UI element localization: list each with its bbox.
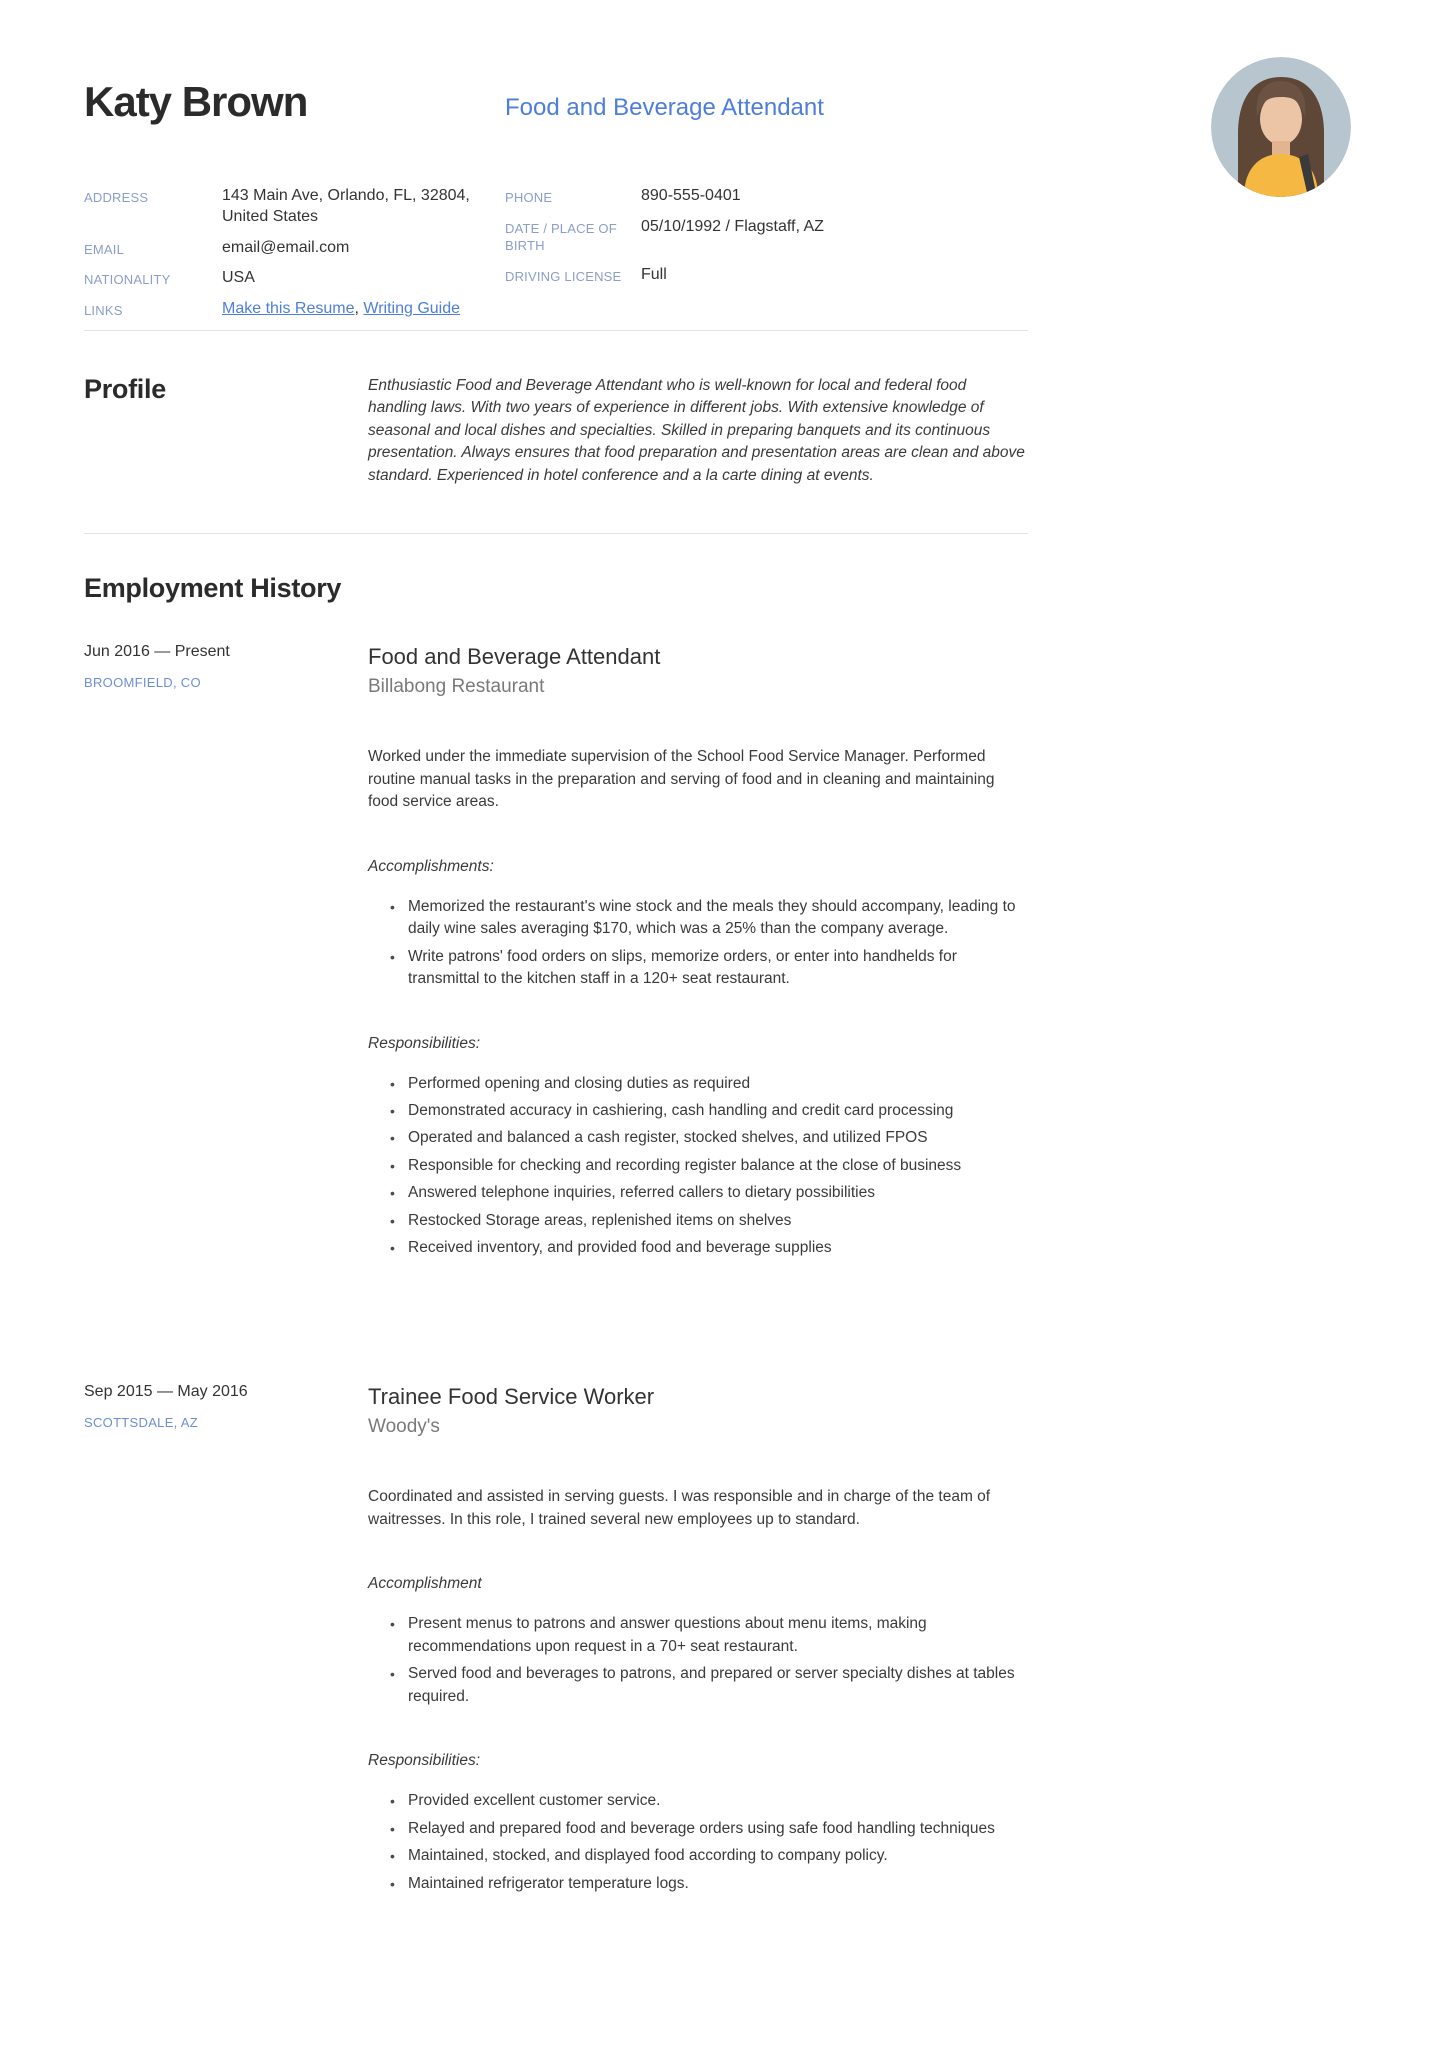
job-dates: Sep 2015 — May 2016 <box>84 1382 248 1400</box>
job-title: Trainee Food Service Worker <box>368 1383 655 1409</box>
license-label: DRIVING LICENSE <box>505 268 622 284</box>
contact-block <box>84 186 1028 330</box>
contact-row-links <box>84 299 505 320</box>
profile-heading-column <box>84 373 368 487</box>
bullet-item: • Write patrons' food orders on slips, memorize orders, or enter into handhelds for transmittal to the kitchen staff in a 120+ seat restaurant. <box>368 946 1028 991</box>
job-entry-2 <box>84 1383 1028 1900</box>
make-this-resume-link[interactable]: Make this Resume <box>222 300 355 318</box>
header <box>84 78 1028 142</box>
job-meta <box>84 1383 368 1900</box>
job-body <box>368 1383 1028 1900</box>
contact-row-phone <box>505 186 1028 207</box>
accomplishments-label: Accomplishment <box>368 1575 482 1593</box>
accomplishments-label: Accomplishments: <box>368 857 494 875</box>
profile-section <box>84 331 1028 533</box>
responsibilities-list <box>368 1073 1028 1260</box>
avatar <box>1211 57 1351 197</box>
phone-label: PHONE <box>505 190 553 205</box>
nationality-value: USA <box>222 269 255 287</box>
job-description: Worked under the immediate supervision of the School Food Service Manager. Performed routine manual tasks in the preparation and serving of food and in cleaning and maintaining food service areas. <box>368 748 995 811</box>
contact-row-email <box>84 238 505 259</box>
bullet-item: • Demonstrated accuracy in cashiering, cash handling and credit card processing <box>368 1100 1028 1122</box>
bullet-item: • Provided excellent customer service. <box>368 1790 1028 1812</box>
nationality-label: NATIONALITY <box>84 272 171 288</box>
bullet-item: • Relayed and prepared food and beverage orders using safe food handling techniques <box>368 1818 1028 1840</box>
contact-left-column <box>84 186 505 330</box>
portrait-illustration <box>1211 57 1351 197</box>
bullet-item: • Received inventory, and provided food and beverage supplies <box>368 1237 1028 1259</box>
address-label: ADDRESS <box>84 190 149 205</box>
bullet-item: • Present menus to patrons and answer questions about menu items, making recommendations upon request in a 70+ seat restaurant. <box>368 1613 1028 1658</box>
job-location: BROOMFIELD, CO <box>84 674 201 690</box>
responsibilities-label: Responsibilities: <box>368 1034 480 1052</box>
bullet-item: • Operated and balanced a cash register, stocked shelves, and utilized FPOS <box>368 1127 1028 1149</box>
writing-guide-link[interactable]: Writing Guide <box>363 300 461 318</box>
address-value: 143 Main Ave, Orlando, FL, 32804, United States <box>222 187 470 225</box>
job-location: SCOTTSDALE, AZ <box>84 1414 199 1430</box>
bullet-item: • Memorized the restaurant's wine stock and the meals they should accompany, leading to daily wine sales averaging $170, which was a 25% than the company average. <box>368 896 1028 941</box>
email-value: email@email.com <box>222 238 350 256</box>
contact-row-birth <box>505 217 1028 255</box>
header-job-title: Food and Beverage Attendant <box>505 94 824 121</box>
job-title: Food and Beverage Attendant <box>368 643 661 669</box>
birth-label: DATE / PLACE OF BIRTH <box>505 220 617 254</box>
responsibilities-list <box>368 1790 1028 1895</box>
profile-text-column <box>368 373 1028 487</box>
bullet-item: • Responsible for checking and recording register balance at the close of business <box>368 1155 1028 1177</box>
bullet-item: • Served food and beverages to patrons, and prepared or server specialty dishes at tables required. <box>368 1663 1028 1708</box>
bullet-item: • Maintained, stocked, and displayed food according to company policy. <box>368 1845 1028 1867</box>
bullet-item: • Maintained refrigerator temperature logs. <box>368 1873 1028 1895</box>
links-separator: , <box>354 300 364 318</box>
profile-text: Enthusiastic Food and Beverage Attendant who is well-known for local and federal food handling laws. With two years of experience in different jobs. With extensive knowledge of seasonal and local dishes and specialties. Skilled in preparing banquets and its continuous presentation. Always ensures that food preparation and presentation areas are clean and above standard. Experienced in hotel conference and a la carte dining at events. <box>368 376 1025 484</box>
profile-heading: Profile <box>84 373 166 404</box>
job-body <box>368 643 1028 1265</box>
license-value: Full <box>641 265 667 283</box>
job-dates: Jun 2016 — Present <box>84 642 230 660</box>
bullet-item: • Restocked Storage areas, replenished items on shelves <box>368 1210 1028 1232</box>
employment-section <box>84 534 1028 1900</box>
phone-value: 890-555-0401 <box>641 187 741 204</box>
links-value <box>222 299 505 320</box>
employment-heading: Employment History <box>84 573 342 604</box>
bullet-item: • Answered telephone inquiries, referred callers to dietary possibilities <box>368 1182 1028 1204</box>
bullet-item: • Performed opening and closing duties as required <box>368 1073 1028 1095</box>
accomplishments-list <box>368 1613 1028 1708</box>
accomplishments-list <box>368 896 1028 991</box>
contact-right-column <box>505 186 1028 330</box>
job-company: Woody's <box>368 1416 440 1438</box>
job-company: Billabong Restaurant <box>368 676 545 698</box>
job-meta <box>84 643 368 1265</box>
job-entry-1 <box>84 643 1028 1265</box>
links-label: LINKS <box>84 303 123 319</box>
contact-row-nationality <box>84 268 505 289</box>
contact-row-address <box>84 186 505 228</box>
responsibilities-label: Responsibilities: <box>368 1752 480 1770</box>
birth-value: 05/10/1992 / Flagstaff, AZ <box>641 217 824 235</box>
contact-row-license <box>505 265 1028 286</box>
page-title: Katy Brown <box>84 78 308 125</box>
job-description: Coordinated and assisted in serving guests. I was responsible and in charge of the team of waitresses. In this role, I trained several new employees up to standard. <box>368 1488 991 1528</box>
email-label: EMAIL <box>84 241 125 257</box>
